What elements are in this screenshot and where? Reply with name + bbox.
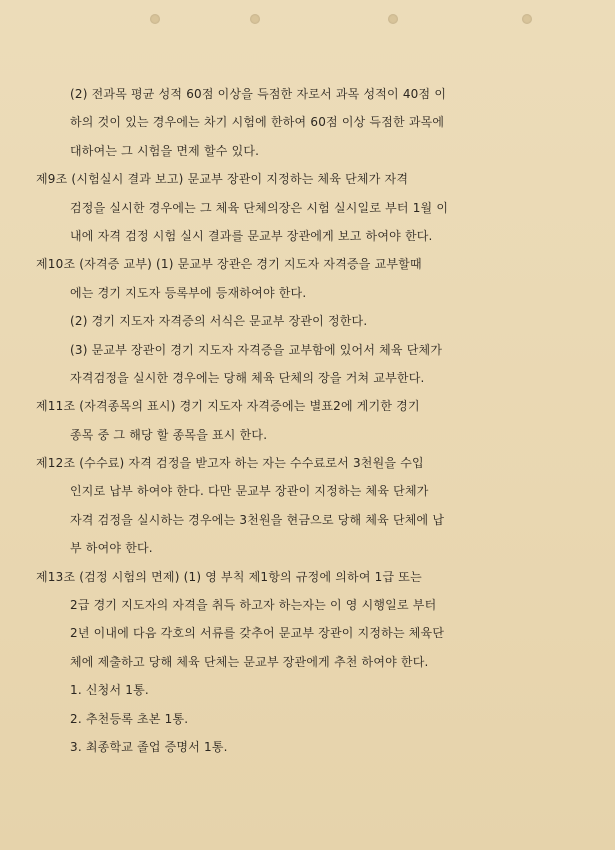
text-line: 검정을 실시한 경우에는 그 체육 단체의장은 시험 실시일로 부터 1월 이 [70, 200, 449, 215]
text-line: 자격 검정을 실시하는 경우에는 3천원을 현금으로 당해 체육 단체에 납 [70, 512, 445, 527]
text-line: (2) 경기 지도자 자격증의 서식은 문교부 장관이 정한다. [70, 314, 368, 329]
text-line: 제9조 (시험실시 결과 보고) 문교부 장관이 지정하는 체육 단체가 자격 [36, 172, 409, 187]
text-line: 하의 것이 있는 경우에는 차기 시험에 한하여 60점 이상 득점한 과목에 [70, 115, 445, 130]
text-line: (2) 전과목 평균 성적 60점 이상을 득점한 자로서 과목 성적이 40점 이 [70, 87, 447, 101]
document-body [36, 80, 584, 761]
text-line: 1. 신청서 1통. [70, 683, 149, 698]
text-line: 에는 경기 지도자 등록부에 등재하여야 한다. [70, 285, 307, 300]
binder-hole-icon [388, 14, 398, 24]
text-line: 제13조 (검정 시험의 면제) (1) 영 부칙 제1항의 규정에 의하여 1급 또는 [36, 569, 422, 584]
text-line: 체에 제출하고 당해 체육 단체는 문교부 장관에게 추천 하여야 한다. [70, 654, 429, 669]
text-line: 대하여는 그 시험을 면제 할수 있다. [70, 143, 260, 158]
text-line: 종목 중 그 해당 할 종목을 표시 한다. [70, 427, 268, 442]
text-line: (3) 문교부 장관이 경기 지도자 자격증을 교부함에 있어서 체육 단체가 [70, 342, 443, 357]
binder-hole-icon [150, 14, 160, 24]
text-line: 제10조 (자격증 교부) (1) 문교부 장관은 경기 지도자 자격증을 교부할때 [36, 257, 422, 272]
text-line: 3. 최종학교 졸업 증명서 1통. [70, 739, 228, 754]
binder-hole-icon [522, 14, 532, 24]
text-line: 2급 경기 지도자의 자격을 취득 하고자 하는자는 이 영 시행일로 부터 [70, 598, 437, 613]
text-line: 제11조 (자격종목의 표시) 경기 지도자 자격증에는 별표2에 게기한 경기 [36, 399, 420, 414]
text-line: 인지로 납부 하여야 한다. 다만 문교부 장관이 지정하는 체육 단체가 [70, 484, 429, 499]
text-line: 제12조 (수수료) 자격 검정을 받고자 하는 자는 수수료로서 3천원을 수입 [36, 456, 424, 471]
binder-holes [0, 14, 615, 34]
text-line: 2. 추천등록 초본 1통. [70, 711, 189, 726]
text-line: 자격검정을 실시한 경우에는 당해 체육 단체의 장을 거쳐 교부한다. [70, 370, 425, 385]
text-line: 부 하여야 한다. [70, 541, 153, 556]
binder-hole-icon [250, 14, 260, 24]
text-line: 내에 자격 검정 시험 실시 결과를 문교부 장관에게 보고 하여야 한다. [70, 228, 433, 243]
text-line: 2년 이내에 다음 각호의 서류를 갖추어 문교부 장관이 지정하는 체육단 [70, 626, 445, 641]
